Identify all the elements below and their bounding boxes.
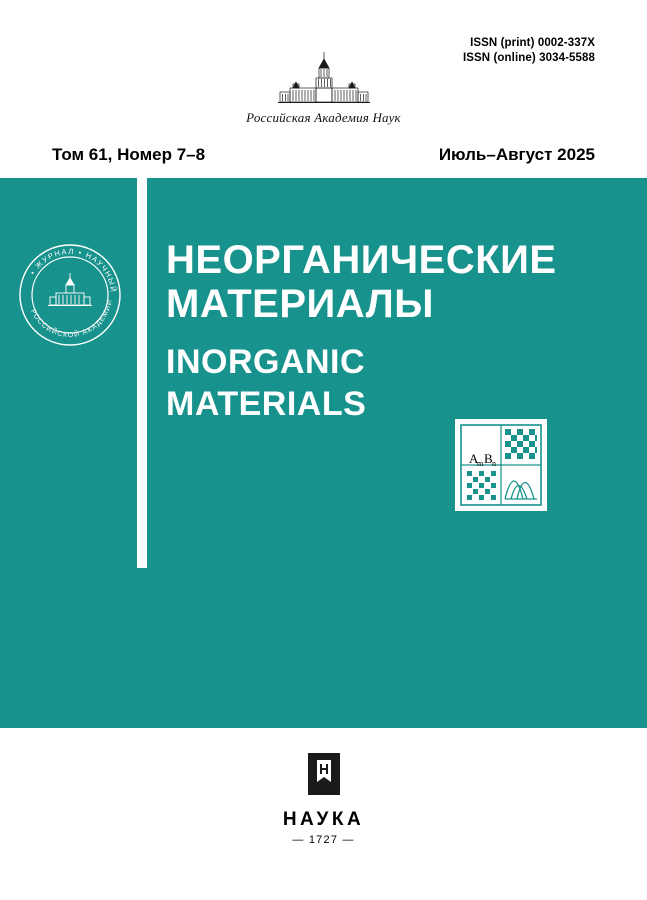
issue-date: Июль–Август 2025 bbox=[438, 145, 595, 164]
publisher-year: — 1727 — bbox=[292, 834, 355, 846]
publisher-block bbox=[0, 752, 647, 846]
journal-title-ru bbox=[166, 238, 557, 326]
publisher-name: НАУКА bbox=[282, 809, 365, 830]
journal-title-ru-line2: МАТЕРИАЛЫ bbox=[166, 282, 434, 326]
journal-title-en-line2: MATERIALS bbox=[166, 385, 367, 423]
cover-panel-divider bbox=[137, 178, 147, 568]
svg-text:m: m bbox=[477, 459, 484, 468]
svg-text:НАУЧНЫЙ bbox=[84, 250, 118, 293]
issn-print: ISSN (print) 0002-337X bbox=[470, 37, 595, 49]
cover-panel-left bbox=[0, 178, 137, 568]
journal-title-ru-line1: НЕОРГАНИЧЕСКИЕ bbox=[166, 238, 557, 282]
academy-emblem bbox=[0, 50, 647, 126]
svg-text:A: A bbox=[469, 451, 479, 466]
journal-title-en-line1: INORGANIC bbox=[166, 343, 366, 381]
seal-bottom-text: РОССИЙСКОЙ АКАДЕМИИ bbox=[29, 298, 114, 340]
issue-volume: Том 61, Номер 7–8 bbox=[52, 145, 206, 164]
svg-text:B: B bbox=[484, 451, 493, 466]
nauka-logo-icon bbox=[307, 752, 341, 801]
journal-title-en bbox=[166, 341, 366, 425]
academy-caption: Российская Академия Наук bbox=[246, 110, 401, 125]
svg-text:• ЖУРНАЛ • bbox=[28, 247, 84, 276]
svg-text:n: n bbox=[492, 459, 496, 468]
formula-logo bbox=[455, 419, 547, 511]
ras-building-emblem-icon bbox=[260, 50, 388, 108]
seal-right-text: НАУЧНЫЙ bbox=[84, 250, 119, 294]
seal-top-text: • ЖУРНАЛ • bbox=[28, 246, 84, 277]
journal-seal-icon bbox=[18, 243, 122, 347]
issn-online: ISSN (online) 3034-5588 bbox=[462, 52, 595, 64]
cover-panel-bottom bbox=[0, 568, 647, 728]
issue-line bbox=[52, 145, 595, 165]
